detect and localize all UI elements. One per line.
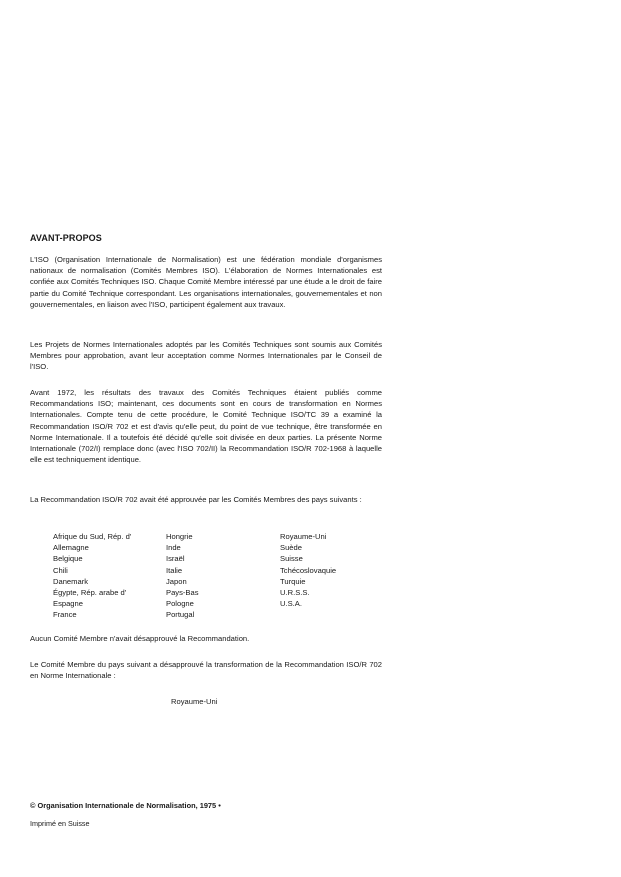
paragraph-iso-intro [30, 254, 382, 310]
country-item: France [53, 610, 77, 620]
paragraph-text: Le Comité Membre du pays suivant a désapprouvé la transformation de la Recommandation ISO/R 702 en Norme Internationale : [30, 660, 382, 681]
country-item: Suisse [280, 554, 303, 564]
paragraph-approval [30, 494, 382, 505]
country-item: Belgique [53, 554, 83, 564]
country-item: Danemark [53, 576, 89, 586]
paragraph-disapproval [30, 659, 382, 681]
copyright-notice: © Organisation Internationale de Normalisation, 1975 • [30, 801, 221, 810]
printed-in-notice: Imprimé en Suisse [30, 819, 90, 828]
countries-column-3 [280, 531, 400, 609]
country-item: Suède [280, 543, 302, 553]
paragraph-text: Les Projets de Normes Internationales adoptés par les Comités Techniques sont soumis aux Comités Membres pour approbation, avant leur acceptation comme Normes Internationales par le Conseil de l'ISO. [30, 340, 382, 372]
country-item: U.S.A. [280, 599, 302, 609]
country-item: Espagne [53, 599, 83, 609]
country-item: Portugal [166, 610, 195, 620]
country-item: Chili [53, 565, 68, 575]
country-item: Égypte, Rép. arabe d' [53, 587, 127, 597]
country-item: Royaume-Uni [280, 532, 327, 541]
opposing-country: Royaume-Uni [171, 697, 218, 706]
country-item: Israël [166, 554, 185, 564]
section-heading: AVANT-PROPOS [30, 233, 102, 243]
paragraph-text: Aucun Comité Membre n'avait désapprouvé la Recommandation. [30, 634, 250, 643]
paragraph-no-disapproval [30, 633, 382, 644]
country-item: Pays-Bas [166, 587, 199, 597]
country-item: Turquie [280, 576, 306, 586]
country-item: Hongrie [166, 532, 193, 541]
country-item: U.R.S.S. [280, 587, 310, 597]
paragraph-text: La Recommandation ISO/R 702 avait été approuvée par les Comités Membres des pays suivants : [30, 495, 362, 504]
countries-column-2 [166, 531, 286, 621]
paragraph-draft-adoption [30, 339, 382, 373]
country-item: Italie [166, 565, 183, 575]
country-item: Tchécoslovaquie [280, 565, 337, 575]
document-page [30, 0, 382, 877]
country-item: Afrique du Sud, Rép. d' [53, 532, 132, 541]
country-item: Pologne [166, 599, 194, 609]
paragraph-text: Avant 1972, les résultats des travaux des Comités Techniques étaient publiés comme Recommandations ISO; maintenant, ces documents sont en cours de transformation en Normes Internationales. Compte tenu de cette procédure, le Comité Technique ISO/TC 39 a examiné la Recommandation ISO/R 702 et est d'avis qu'elle peut, du point de vue technique, être transformée en Norme Internationale. Il a toutefois été décidé qu'elle soit divisée en deux parties. La présente Norme Internationale (702/I) remplace donc (avec l'ISO 702/II) la Recommandation ISO/R 702-1968 à laquelle elle est techniquement identique. [30, 388, 382, 465]
paragraph-history [30, 387, 382, 465]
country-item: Japon [166, 576, 187, 586]
paragraph-text: L'ISO (Organisation Internationale de Normalisation) est une fédération mondiale d'organismes nationaux de normalisation (Comités Membres ISO). L'élaboration de Normes Internationales est confiée aux Comités Techniques ISO. Chaque Comité Membre intéressé par une étude a le droit de faire partie du Comité Technique correspondant. Les organisations internationales, gouvernementales et non gouvernementales, en liaison avec l'ISO, participent également aux travaux. [30, 255, 382, 309]
country-item: Allemagne [53, 543, 89, 553]
countries-column-1 [53, 531, 173, 621]
country-item: Inde [166, 543, 181, 553]
